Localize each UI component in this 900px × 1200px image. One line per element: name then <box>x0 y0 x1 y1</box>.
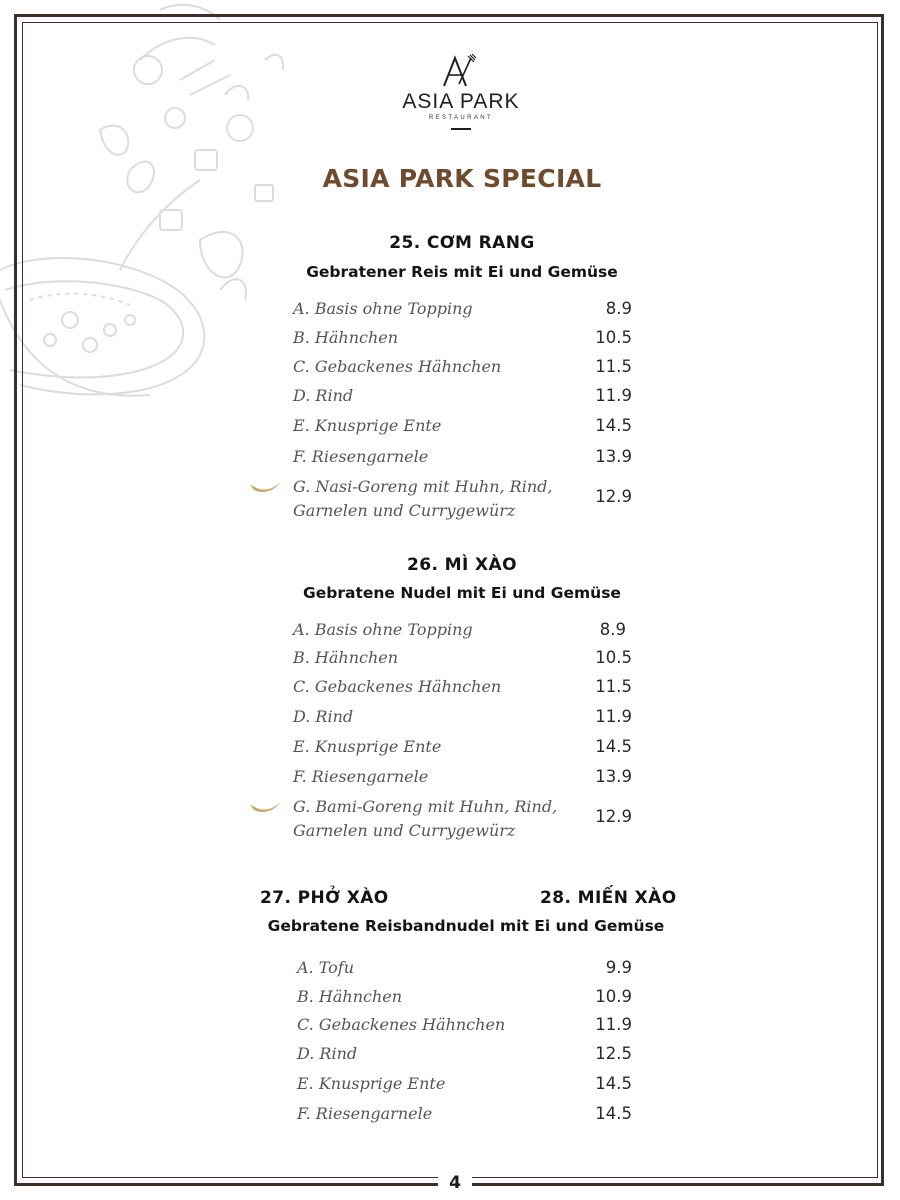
menu-item-label: A. Tofu <box>297 958 355 977</box>
chili-pepper-icon <box>250 798 282 816</box>
menu-item-label: C. Gebackenes Hähnchen <box>293 357 502 376</box>
menu-item-label: E. Knusprige Ente <box>293 416 442 435</box>
section-title: 25. CƠM RANG <box>389 233 535 253</box>
menu-item-price: 11.9 <box>595 707 632 726</box>
menu-item-price: 12.9 <box>595 487 632 506</box>
menu-item-label: B. Hähnchen <box>293 648 399 667</box>
menu-item-price: 13.9 <box>595 767 632 786</box>
menu-item-price: 12.5 <box>595 1044 632 1063</box>
menu-item-label: F. Riesengarnele <box>297 1104 433 1123</box>
menu-item-label: C. Gebackenes Hähnchen <box>293 677 502 696</box>
menu-item-label: A. Basis ohne Topping <box>293 620 473 639</box>
section-subtitle: Gebratener Reis mit Ei und Gemüse <box>306 263 618 281</box>
menu-item-price: 9.9 <box>605 958 632 977</box>
menu-item-price: 12.9 <box>595 807 632 826</box>
menu-item-price: 11.5 <box>595 357 632 376</box>
menu-item-price: 8.9 <box>605 299 632 318</box>
menu-item-price: 11.9 <box>595 386 632 405</box>
menu-item-price: 14.5 <box>595 737 632 756</box>
menu-item-price: 10.9 <box>595 987 632 1006</box>
menu-item-price: 10.5 <box>595 648 632 667</box>
chili-pepper-icon <box>250 478 282 496</box>
page-title: ASIA PARK SPECIAL <box>322 164 602 193</box>
logo-subtitle: RESTAURANT <box>428 115 494 121</box>
menu-item-label: G. Nasi-Goreng mit Huhn, Rind, <box>293 477 553 496</box>
fork-a-logo-icon <box>438 54 478 88</box>
menu-item-label: D. Rind <box>297 1044 358 1063</box>
logo-divider <box>451 128 471 130</box>
menu-item-price: 13.9 <box>595 447 632 466</box>
section-subtitle: Gebratene Reisbandnudel mit Ei und Gemüse <box>267 917 665 935</box>
menu-item-price: 14.5 <box>595 1074 632 1093</box>
menu-item-label: C. Gebackenes Hähnchen <box>297 1015 506 1034</box>
section-title: 27. PHỞ XÀO <box>260 888 389 908</box>
menu-item-price: 11.5 <box>595 677 632 696</box>
menu-item-label: B. Hähnchen <box>297 987 403 1006</box>
page-number: 4 <box>438 1170 472 1196</box>
menu-item-price: 14.5 <box>595 416 632 435</box>
menu-item-price: 11.9 <box>595 1015 632 1034</box>
menu-item-label-continued: Garnelen und Currygewürz <box>293 501 516 520</box>
menu-item-price: 14.5 <box>595 1104 632 1123</box>
menu-item-price: 8.9 <box>599 620 626 639</box>
menu-item-label: F. Riesengarnele <box>293 447 429 466</box>
menu-item-label: F. Riesengarnele <box>293 767 429 786</box>
menu-item-label: D. Rind <box>293 707 354 726</box>
menu-item-label: A. Basis ohne Topping <box>293 299 473 318</box>
section-title-secondary: 28. MIẾN XÀO <box>540 888 677 908</box>
menu-item-label: B. Hähnchen <box>293 328 399 347</box>
menu-item-label: E. Knusprige Ente <box>297 1074 446 1093</box>
menu-item-label: G. Bami-Goreng mit Huhn, Rind, <box>293 797 558 816</box>
menu-item-label: E. Knusprige Ente <box>293 737 442 756</box>
menu-item-label: D. Rind <box>293 386 354 405</box>
section-title: 26. MÌ XÀO <box>407 555 517 575</box>
logo-name: ASIA PARK <box>402 90 520 113</box>
section-subtitle: Gebratene Nudel mit Ei und Gemüse <box>303 584 621 602</box>
menu-item-price: 10.5 <box>595 328 632 347</box>
menu-item-label-continued: Garnelen und Currygewürz <box>293 821 516 840</box>
